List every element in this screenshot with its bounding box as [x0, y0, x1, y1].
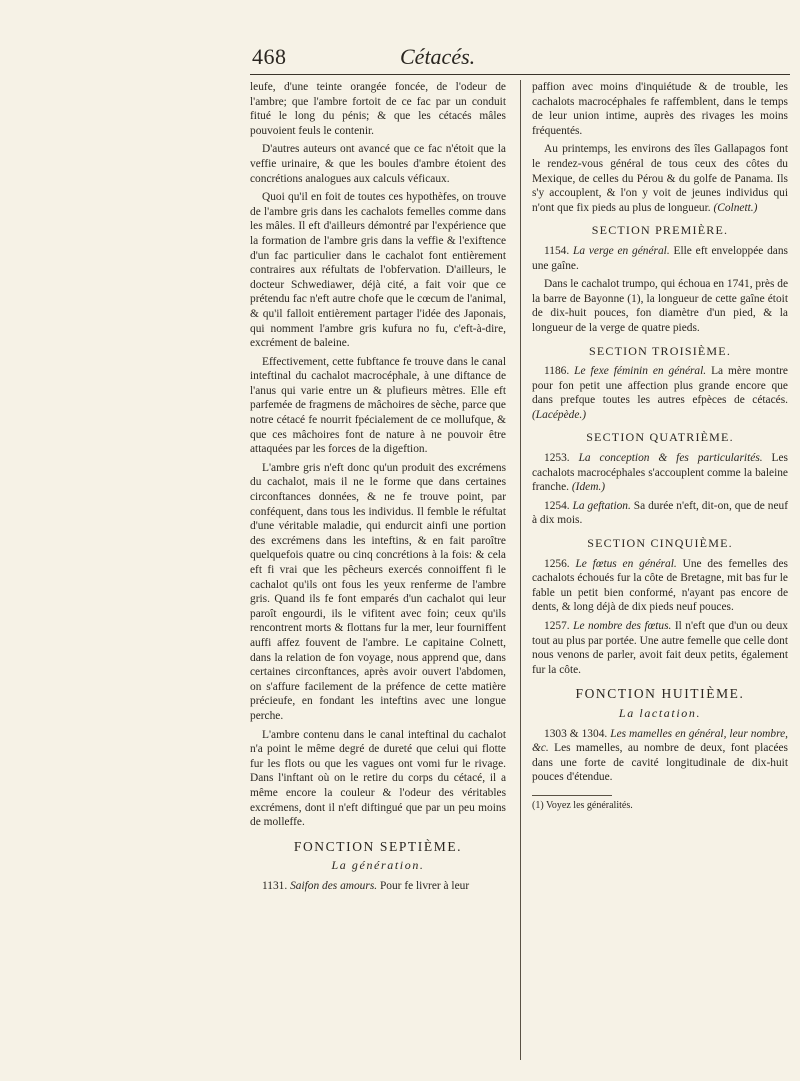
- paragraph: [250, 879, 506, 894]
- column-divider: [520, 80, 521, 1060]
- article-title: Les mamelles en général, leur nombre, &c.: [532, 727, 788, 755]
- section-heading: SECTION TROISIÈME.: [588, 343, 732, 358]
- article-title: Le fœtus en général.: [575, 557, 677, 570]
- paragraph: Effectivement, cette fubftance fe trouve dans le canal inteftinal du cachalot macrocéphale, à une diftance de l'anus qui varie entre un & plufieurs mètres. Elle eft parfemée de fragmens de mâchoires de sèche, parce que notre cétacé fe nourrit fpécialement de ce mollufque, & que ces mâchoires font de nature à ne pouvoir être attaquées par les forces de la digeftion.: [250, 355, 506, 456]
- article-text: La mère montre pour fon petit une affection plus grande encore que dans prefque toutes les autres efpèces de cétacés.: [532, 365, 788, 407]
- section-heading: SECTION CINQUIÈME.: [587, 536, 733, 551]
- paragraph: [532, 619, 788, 677]
- footnote-rule: [532, 795, 612, 796]
- paragraph: L'ambre gris n'eft donc qu'un produit des excrémens du cachalot, mais il ne le forme que dans certaines circonftances données, & ne fe trouve point, par conféquent, dans tous les individus. Il femble le réfultat d'une véritable maladie, qui endurcit ainfi une portion des excrémens dans les inteftins, & en fait paroître quelquefois quatre ou cinq concrétions à la fois: & cela eft fi vrai que les pêcheurs exercés connoiffent fi le cachalot qu'ils ont fous les yeux renferme de l'ambre gris. Quand ils fe font emparés d'un cachalot qui leur paroît engourdi, ils le vifitent avec foin; ceux qu'ils rencontrent morts & flottans fur la mer, leur fourniffent auffi affez fouvent de l'ambre. Le capitaine Colnett, dans la relation de fon voyage, nous apprend que, dans certaines circonftances, après avoir ouvert l'abdomen, on s'affure facilement de la préfence de cette matière précieufe, en fondant les inteftins avec une longue perche.: [250, 461, 506, 722]
- function-subheading: La lactation.: [618, 705, 702, 720]
- paragraph: [532, 244, 788, 273]
- left-column: [250, 80, 506, 897]
- article-number: 1131.: [262, 879, 288, 892]
- section-heading: SECTION PREMIÈRE.: [591, 223, 729, 238]
- article-title: La verge en général.: [573, 244, 670, 257]
- paragraph: L'ambre contenu dans le canal inteftinal du cachalot n'a point le même degré de dureté que celui qui flotte fur les flots ou que les vagues ont vomi fur le rivage. Dans l'inftant où on le retire du corps du cétacé, il a même encore la couleur & l'odeur des véritables excrémens, dont il n'eft diftingué que par un peu moins de molleffe.: [250, 728, 506, 829]
- article-number: 1303 & 1304.: [544, 727, 608, 740]
- article-title: Le nombre des fœtus.: [573, 620, 672, 632]
- article-text: Il n'eft que d'un ou deux tout au plus par portée. Une autre femelle que celle dont nous venons de parler, avoit fait deux petits, également fur la côte.: [532, 620, 788, 676]
- article-number: 1257.: [544, 620, 570, 632]
- footnote: (1) Voyez les généralités.: [532, 799, 633, 811]
- article-number: 1256.: [544, 557, 570, 570]
- paragraph: [532, 142, 788, 215]
- paragraph: leufe, d'une teinte orangée foncée, de l'odeur de l'ambre; que l'ambre fortoit de ce fac par un conduit fitué le long du pénis; & que les cétacés mâles pouvoient feuls le contenir.: [250, 81, 506, 137]
- page-number: 468: [252, 44, 287, 69]
- function-heading: FONCTION SEPTIÈME.: [293, 838, 463, 854]
- paragraph: [532, 557, 788, 615]
- paragraph: [532, 364, 788, 422]
- article-title: La conception & fes particularités.: [578, 452, 763, 465]
- article-title: Saifon des amours.: [290, 879, 378, 892]
- running-title: Cétacés.: [400, 44, 476, 69]
- article-title: Le fexe féminin en général.: [574, 365, 707, 378]
- function-subheading: La génération.: [331, 858, 425, 873]
- right-column: [532, 80, 788, 812]
- article-number: 1186.: [544, 365, 570, 378]
- article-text: Les mamelles, au nombre de deux, font placées dans une forte de cavité longitudinale de dix-huit pouces d'étendue.: [532, 742, 788, 784]
- section-heading: SECTION QUATRIÈME.: [586, 430, 734, 445]
- page-header: [0, 40, 800, 70]
- paragraph: [532, 727, 788, 785]
- citation: (Colnett.): [713, 201, 758, 214]
- article-text: Elle eft enveloppée dans une gaîne.: [532, 244, 788, 272]
- paragraph: Quoi qu'il en foit de toutes ces hypothèfes, on trouve de l'ambre gris dans les cachalots femelles comme dans les mâles. Il eft d'ailleurs démontré par l'expérience que la formation de l'ambre gris dans la veffie & l'exiftence d'un fac particulier dans le cachalot font entièrement contraires aux réfultats de l'obfervation. D'ailleurs, le docteur Schwediawer, déjà cité, a fait voir que ce prétendu fac n'eft autre chofe que le cœcum de l'animal, & qu'il falloit entièrement partager l'idée des Japonais, qui nomment l'ambre gris kufura no fu, c'eft-à-dire, excrément de baleine.: [250, 191, 506, 350]
- article-number: 1253.: [544, 452, 570, 465]
- function-heading: FONCTION HUITIÈME.: [575, 686, 745, 702]
- citation: (Lacépède.): [532, 408, 587, 421]
- article-title: La geftation.: [572, 499, 631, 512]
- article-number: 1154.: [544, 244, 570, 257]
- article-number: 1254.: [544, 499, 570, 512]
- paragraph: [532, 451, 788, 495]
- paragraph: Dans le cachalot trumpo, qui échoua en 1741, près de la barre de Bayonne (1), la longueur de cette gaîne étoit de dix-huit pouces, fon diamètre d'un pied, & la longueur de la verge de quatre pieds.: [532, 278, 788, 334]
- article-text: Les cachalots macrocéphales s'accouplent comme la baleine franche.: [532, 452, 788, 494]
- paragraph-text: Au printemps, les environs des îles Gallapagos font le rendez-vous général de tous ceux des côtes du Mexique, de celles du Pérou & du golfe de Panama. Ils s'y accouplent, & l'on y voit de jeunes individus qui n'ont que fix pieds au plus de longueur.: [532, 143, 788, 214]
- paragraph: D'autres auteurs ont avancé que ce fac n'étoit que la veffie urinaire, & que les boules d'ambre étoient des concrétions analogues aux calculs véficaux.: [250, 143, 506, 185]
- paragraph: paffion avec moins d'inquiétude & de trouble, les cachalots macrocéphales fe raffemblent, dans le temps de leur union intime, auprès des rivages les moins fréquentés.: [532, 81, 788, 137]
- article-text: Sa durée n'eft, dit-on, que de neuf à dix mois.: [532, 499, 788, 527]
- citation: (Idem.): [571, 481, 606, 494]
- header-rule: [250, 74, 790, 75]
- article-text: Pour fe livrer à leur: [379, 879, 470, 892]
- paragraph: [532, 499, 788, 528]
- article-text: Une des femelles des cachalots échoués fur la côte de Bretagne, mit bas fur le fable un petit bien conformé, n'ayant pas encore de dents, & long déjà de dix pieds neuf pouces.: [532, 557, 788, 614]
